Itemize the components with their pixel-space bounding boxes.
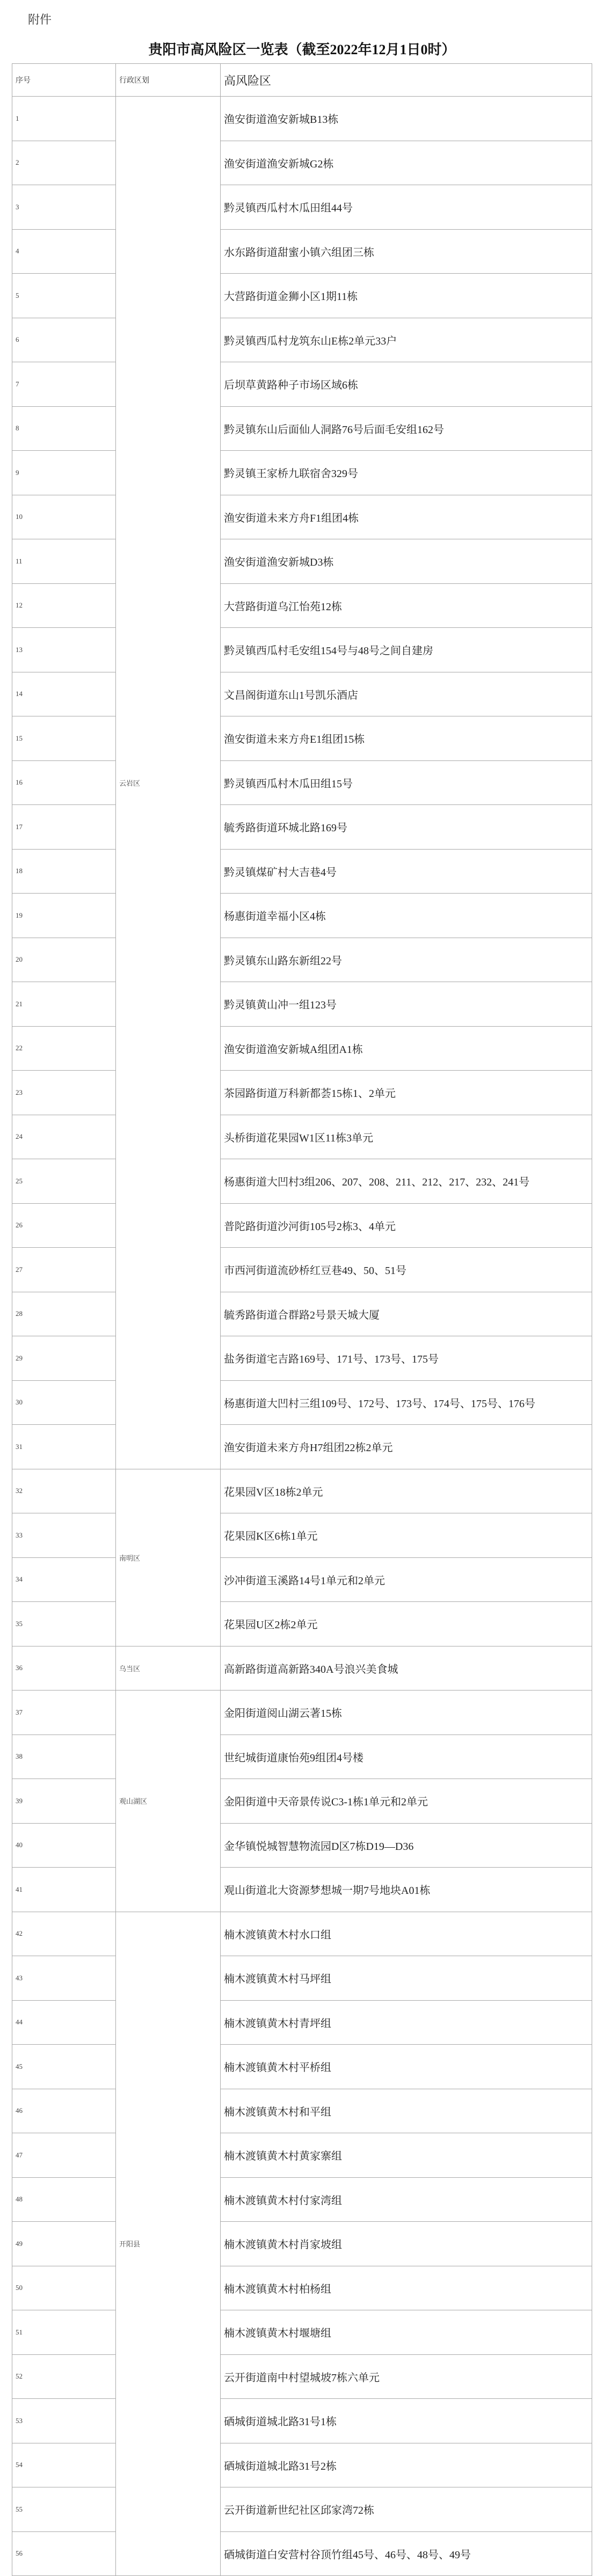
row-high-risk-area: 盐务街道宅吉路169号、171号、173号、175号: [221, 1336, 592, 1381]
table-row: [12, 1248, 592, 1292]
row-high-risk-area: 楠木渡镇黄木村肖家坡组: [221, 2222, 592, 2266]
row-high-risk-area: 楠木渡镇黄木村黄家寨组: [221, 2133, 592, 2178]
row-high-risk-area: 硒城街道城北路31号1栋: [221, 2399, 592, 2443]
district-cell: 乌当区: [116, 1646, 221, 1690]
row-serial-number: 38: [12, 1735, 116, 1779]
table-row: [12, 1690, 592, 1735]
row-serial-number: 44: [12, 2000, 116, 2045]
row-high-risk-area: 金阳街道阅山湖云著15栋: [221, 1690, 592, 1735]
table-row: [12, 1425, 592, 1469]
table-row: [12, 2177, 592, 2222]
table-row: [12, 318, 592, 362]
row-serial-number: 48: [12, 2177, 116, 2222]
row-high-risk-area: 硒城街道白安营村谷顶竹组45号、46号、48号、49号: [221, 2531, 592, 2576]
row-high-risk-area: 楠木渡镇黄木村青坪组: [221, 2000, 592, 2045]
row-high-risk-area: 渔安街道渔安新城D3栋: [221, 539, 592, 584]
table-row: [12, 805, 592, 850]
table-row: [12, 2089, 592, 2133]
row-serial-number: 46: [12, 2089, 116, 2133]
row-high-risk-area: 普陀路街道沙河街105号2栋3、4单元: [221, 1203, 592, 1248]
table-row: [12, 1292, 592, 1336]
table-row: [12, 539, 592, 584]
row-high-risk-area: 毓秀路街道环城北路169号: [221, 805, 592, 850]
row-serial-number: 49: [12, 2222, 116, 2266]
table-body: [12, 97, 592, 2576]
row-high-risk-area: 后坝草黄路种子市场区域6栋: [221, 362, 592, 407]
row-serial-number: 6: [12, 318, 116, 362]
row-serial-number: 9: [12, 451, 116, 495]
row-high-risk-area: 云开街道新世纪社区邱家湾72栋: [221, 2487, 592, 2532]
high-risk-area-table: [12, 63, 592, 2576]
row-high-risk-area: 渔安街道未来方舟F1组团4栋: [221, 495, 592, 539]
row-serial-number: 34: [12, 1557, 116, 1602]
row-serial-number: 39: [12, 1779, 116, 1824]
row-serial-number: 16: [12, 760, 116, 805]
table-row: [12, 583, 592, 628]
table-row: [12, 1071, 592, 1115]
row-high-risk-area: 黔灵镇煤矿村大吉巷4号: [221, 849, 592, 894]
row-serial-number: 52: [12, 2354, 116, 2399]
row-high-risk-area: 渔安街道渔安新城B13栋: [221, 97, 592, 141]
row-serial-number: 2: [12, 141, 116, 185]
row-serial-number: 53: [12, 2399, 116, 2443]
row-serial-number: 18: [12, 849, 116, 894]
row-high-risk-area: 渔安街道未来方舟H7组团22栋2单元: [221, 1425, 592, 1469]
table-row: [12, 2487, 592, 2532]
row-serial-number: 56: [12, 2531, 116, 2576]
row-serial-number: 21: [12, 982, 116, 1027]
row-serial-number: 15: [12, 716, 116, 761]
table-row: [12, 628, 592, 672]
row-high-risk-area: 楠木渡镇黄木村和平组: [221, 2089, 592, 2133]
table-row: [12, 2310, 592, 2355]
row-high-risk-area: 渔安街道未来方舟E1组团15栋: [221, 716, 592, 761]
row-high-risk-area: 杨惠街道大凹村3组206、207、208、211、212、217、232、241号: [221, 1159, 592, 1204]
row-high-risk-area: 世纪城街道康怡苑9组团4号楼: [221, 1735, 592, 1779]
row-serial-number: 19: [12, 894, 116, 938]
row-serial-number: 5: [12, 274, 116, 318]
row-serial-number: 3: [12, 185, 116, 230]
row-high-risk-area: 黔灵镇西瓜村毛安组154号与48号之间自建房: [221, 628, 592, 672]
row-high-risk-area: 花果园K区6栋1单元: [221, 1513, 592, 1558]
row-high-risk-area: 大营路街道乌江怡苑12栋: [221, 583, 592, 628]
row-high-risk-area: 杨惠街道幸福小区4栋: [221, 894, 592, 938]
district-cell: 观山湖区: [116, 1690, 221, 1912]
row-high-risk-area: 黔灵镇王家桥九联宿舍329号: [221, 451, 592, 495]
row-high-risk-area: 金华镇悦城智慧物流园D区7栋D19—D36: [221, 1823, 592, 1868]
table-row: [12, 938, 592, 982]
row-high-risk-area: 毓秀路街道合群路2号景天城大厦: [221, 1292, 592, 1336]
row-high-risk-area: 大营路街道金狮小区1期11栋: [221, 274, 592, 318]
table-row: [12, 2045, 592, 2089]
row-high-risk-area: 渔安街道渔安新城A组团A1栋: [221, 1026, 592, 1071]
table-row: [12, 1203, 592, 1248]
row-serial-number: 41: [12, 1868, 116, 1912]
row-serial-number: 13: [12, 628, 116, 672]
row-serial-number: 29: [12, 1336, 116, 1381]
row-high-risk-area: 楠木渡镇黄木村水口组: [221, 1912, 592, 1956]
row-serial-number: 37: [12, 1690, 116, 1735]
row-high-risk-area: 楠木渡镇黄木村平桥组: [221, 2045, 592, 2089]
row-high-risk-area: 金阳街道中天帝景传说C3-1栋1单元和2单元: [221, 1779, 592, 1824]
row-serial-number: 14: [12, 672, 116, 716]
table-row: [12, 185, 592, 230]
row-serial-number: 25: [12, 1159, 116, 1204]
row-high-risk-area: 头桥街道花果园W1区11栋3单元: [221, 1115, 592, 1159]
table-row: [12, 2443, 592, 2487]
table-row: [12, 1602, 592, 1646]
row-high-risk-area: 黔灵镇西瓜村龙筑东山E栋2单元33户: [221, 318, 592, 362]
row-serial-number: 43: [12, 1956, 116, 2001]
table-row: [12, 2266, 592, 2310]
row-high-risk-area: 文昌阁街道东山1号凯乐酒店: [221, 672, 592, 716]
row-serial-number: 54: [12, 2443, 116, 2487]
row-serial-number: 11: [12, 539, 116, 584]
header-high-risk-area: 高风险区: [221, 64, 592, 97]
row-high-risk-area: 沙冲街道玉溪路14号1单元和2单元: [221, 1557, 592, 1602]
row-high-risk-area: 黔灵镇东山路东新组22号: [221, 938, 592, 982]
attachment-label: 附件: [28, 13, 52, 26]
table-row: [12, 1026, 592, 1071]
table-row: [12, 1159, 592, 1204]
row-high-risk-area: 楠木渡镇黄木村柏杨组: [221, 2266, 592, 2310]
table-header-row: [12, 64, 592, 97]
row-serial-number: 35: [12, 1602, 116, 1646]
table-row: [12, 2000, 592, 2045]
table-row: [12, 849, 592, 894]
row-high-risk-area: 硒城街道城北路31号2栋: [221, 2443, 592, 2487]
row-serial-number: 7: [12, 362, 116, 407]
row-serial-number: 12: [12, 583, 116, 628]
row-serial-number: 27: [12, 1248, 116, 1292]
table-row: [12, 2133, 592, 2178]
row-high-risk-area: 高新路街道高新路340A号浪兴美食城: [221, 1646, 592, 1690]
table-row: [12, 1735, 592, 1779]
row-high-risk-area: 楠木渡镇黄木村付家湾组: [221, 2177, 592, 2222]
row-serial-number: 31: [12, 1425, 116, 1469]
row-serial-number: 24: [12, 1115, 116, 1159]
table-row: [12, 97, 592, 141]
row-high-risk-area: 观山街道北大资源梦想城一期7号地块A01栋: [221, 1868, 592, 1912]
row-high-risk-area: 花果园V区18栋2单元: [221, 1469, 592, 1513]
table-row: [12, 672, 592, 716]
table-row: [12, 760, 592, 805]
row-high-risk-area: 云开街道南中村望城坡7栋六单元: [221, 2354, 592, 2399]
row-serial-number: 17: [12, 805, 116, 850]
row-high-risk-area: 渔安街道渔安新城G2栋: [221, 141, 592, 185]
row-serial-number: 4: [12, 229, 116, 274]
table-row: [12, 362, 592, 407]
row-high-risk-area: 楠木渡镇黄木村马坪组: [221, 1956, 592, 2001]
row-high-risk-area: 黔灵镇西瓜村木瓜田组15号: [221, 760, 592, 805]
table-row: [12, 982, 592, 1027]
row-serial-number: 45: [12, 2045, 116, 2089]
row-high-risk-area: 茶园路街道万科新都荟15栋1、2单元: [221, 1071, 592, 1115]
table-row: [12, 1513, 592, 1558]
district-cell: 南明区: [116, 1469, 221, 1646]
document-title: 贵阳市高风险区一览表（截至2022年12月1日0时）: [148, 42, 456, 57]
table-row: [12, 451, 592, 495]
row-serial-number: 10: [12, 495, 116, 539]
row-serial-number: 51: [12, 2310, 116, 2355]
row-serial-number: 8: [12, 406, 116, 451]
table-row: [12, 1912, 592, 1956]
row-serial-number: 32: [12, 1469, 116, 1513]
row-serial-number: 26: [12, 1203, 116, 1248]
row-serial-number: 33: [12, 1513, 116, 1558]
table-row: [12, 229, 592, 274]
table-row: [12, 1380, 592, 1425]
table-row: [12, 406, 592, 451]
district-cell: 云岩区: [116, 97, 221, 1469]
table-row: [12, 1646, 592, 1690]
row-serial-number: 36: [12, 1646, 116, 1690]
row-serial-number: 23: [12, 1071, 116, 1115]
table-row: [12, 2399, 592, 2443]
header-serial-number: 序号: [12, 64, 116, 97]
header-district: 行政区划: [116, 64, 221, 97]
district-cell: 开阳县: [116, 1912, 221, 2576]
table-row: [12, 1956, 592, 2001]
row-high-risk-area: 楠木渡镇黄木村堰塘组: [221, 2310, 592, 2355]
table-row: [12, 1868, 592, 1912]
table-row: [12, 1336, 592, 1381]
table-row: [12, 1823, 592, 1868]
table-row: [12, 141, 592, 185]
table-row: [12, 1115, 592, 1159]
row-serial-number: 42: [12, 1912, 116, 1956]
row-serial-number: 20: [12, 938, 116, 982]
row-high-risk-area: 水东路街道甜蜜小镇六组团三栋: [221, 229, 592, 274]
table-row: [12, 2222, 592, 2266]
row-serial-number: 40: [12, 1823, 116, 1868]
table-row: [12, 495, 592, 539]
table-row: [12, 274, 592, 318]
row-high-risk-area: 花果园U区2栋2单元: [221, 1602, 592, 1646]
row-serial-number: 47: [12, 2133, 116, 2178]
row-serial-number: 50: [12, 2266, 116, 2310]
row-high-risk-area: 黔灵镇西瓜村木瓜田组44号: [221, 185, 592, 230]
row-serial-number: 28: [12, 1292, 116, 1336]
row-serial-number: 22: [12, 1026, 116, 1071]
table-row: [12, 1469, 592, 1513]
row-high-risk-area: 黔灵镇黄山冲一组123号: [221, 982, 592, 1027]
row-serial-number: 55: [12, 2487, 116, 2532]
table-row: [12, 1779, 592, 1824]
row-serial-number: 1: [12, 97, 116, 141]
table-row: [12, 894, 592, 938]
table-row: [12, 1557, 592, 1602]
table-row: [12, 716, 592, 761]
row-high-risk-area: 杨惠街道大凹村三组109号、172号、173号、174号、175号、176号: [221, 1380, 592, 1425]
table-row: [12, 2354, 592, 2399]
table-row: [12, 2531, 592, 2576]
row-high-risk-area: 黔灵镇东山后面仙人洞路76号后面毛安组162号: [221, 406, 592, 451]
row-serial-number: 30: [12, 1380, 116, 1425]
row-high-risk-area: 市西河街道流砂桥红豆巷49、50、51号: [221, 1248, 592, 1292]
